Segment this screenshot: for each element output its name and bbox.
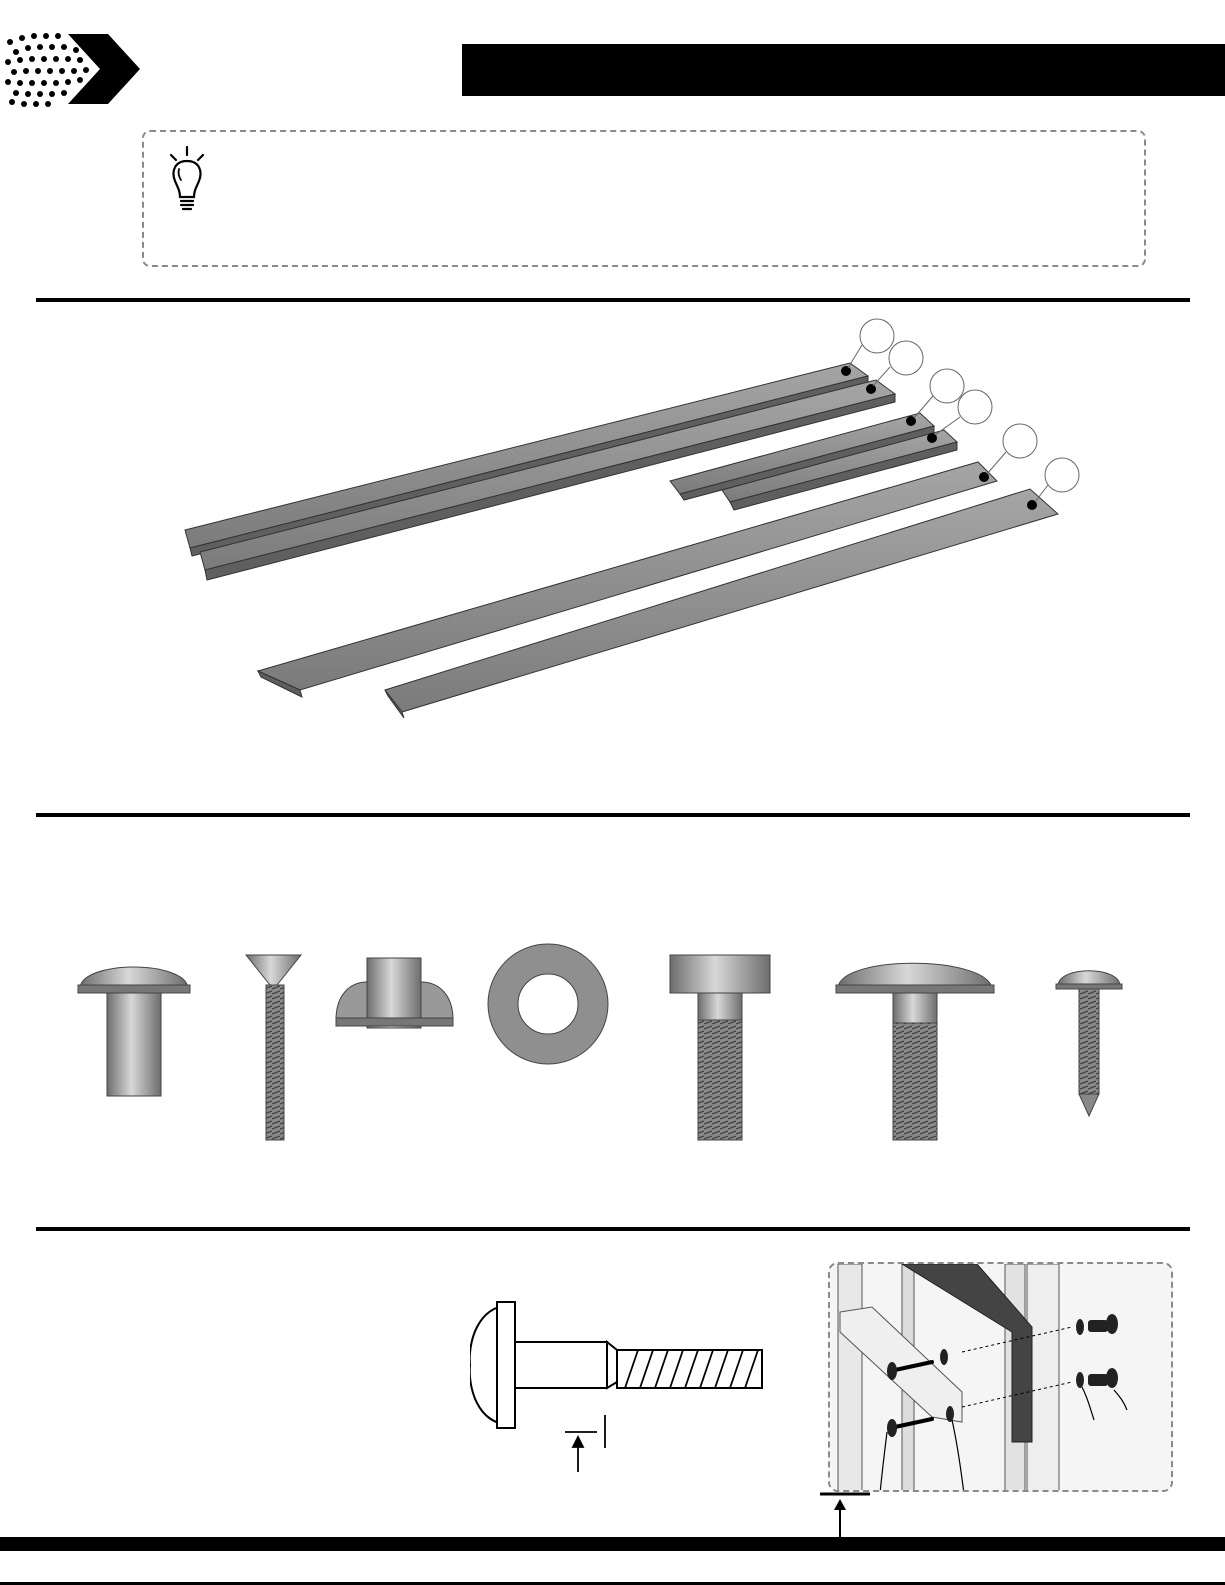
lumber-illustration <box>180 315 1100 735</box>
footer-bar <box>0 1537 1225 1551</box>
lightbulb-icon <box>163 145 211 215</box>
hardware-illustration <box>60 940 1140 1160</box>
section-divider <box>36 1227 1190 1231</box>
barrel-nut-icon <box>78 967 190 1096</box>
t-nut-icon <box>336 958 453 1028</box>
washer-icon <box>488 944 608 1064</box>
hex-bolt-icon <box>670 955 770 1140</box>
flat-head-screw-icon <box>246 955 301 1140</box>
section-divider <box>36 298 1190 302</box>
brand-logo-icon <box>0 30 145 108</box>
flange-bolt-icon <box>836 963 994 1140</box>
section-divider <box>36 813 1190 817</box>
bolt-line-drawing <box>470 1295 770 1485</box>
assembly-detail-callout <box>828 1262 1173 1492</box>
page-title-bar <box>462 44 1225 96</box>
washer-head-screw-icon <box>1056 971 1122 1116</box>
flat-board-2 <box>385 489 1058 718</box>
tip-box <box>142 130 1146 267</box>
callout-pointer-arrow-icon <box>818 1490 878 1540</box>
